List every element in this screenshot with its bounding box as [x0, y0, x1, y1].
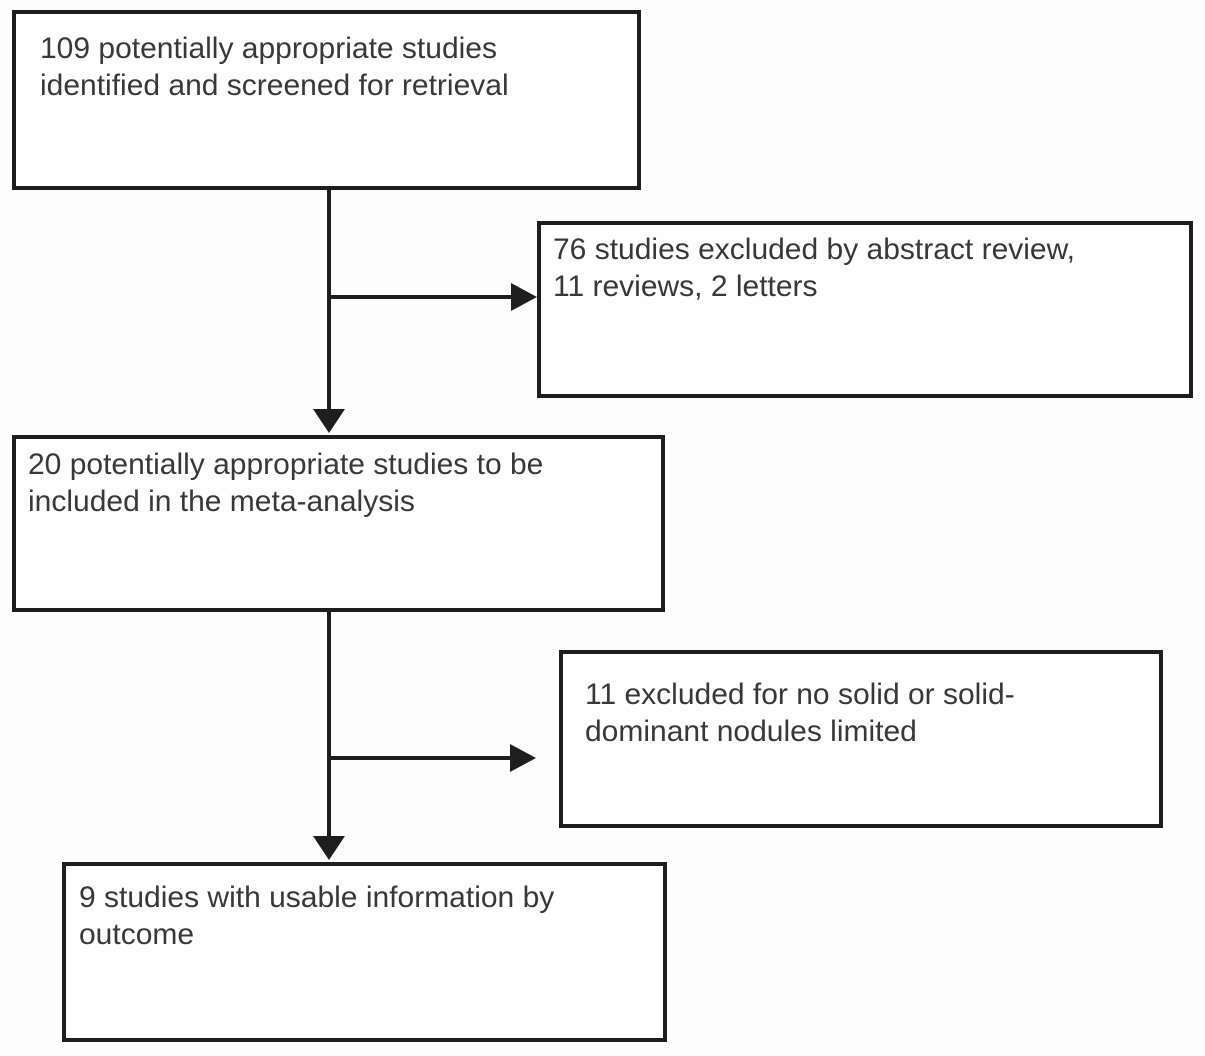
flow-box-excluded-abstract-review	[537, 221, 1193, 398]
arrow-right-icon	[511, 283, 537, 311]
flow-box-included-meta-analysis	[12, 435, 665, 612]
box-text-line: dominant nodules limited	[585, 715, 917, 748]
box-text-line: 109 potentially appropriate studies	[40, 32, 497, 65]
arrow-down-icon	[313, 836, 345, 860]
box-text-line: 9 studies with usable information by	[79, 881, 555, 914]
box-text-line: outcome	[79, 918, 195, 951]
box-text-line: 11 excluded for no solid or solid-	[585, 678, 1015, 711]
flow-box-excluded-nodules	[559, 650, 1163, 828]
box-text-line: identified and screened for retrieval	[40, 69, 509, 102]
flow-box-usable-outcome	[62, 862, 667, 1042]
box-text-line: 20 potentially appropriate studies to be	[28, 448, 544, 481]
box-text-line: 11 reviews, 2 letters	[553, 270, 818, 303]
arrow-down-icon	[313, 409, 345, 433]
box-text-line: included in the meta-analysis	[28, 485, 415, 518]
arrow-right-icon	[510, 744, 536, 772]
box-text-line: 76 studies excluded by abstract review,	[553, 233, 1075, 266]
flow-box-identified	[12, 10, 641, 190]
